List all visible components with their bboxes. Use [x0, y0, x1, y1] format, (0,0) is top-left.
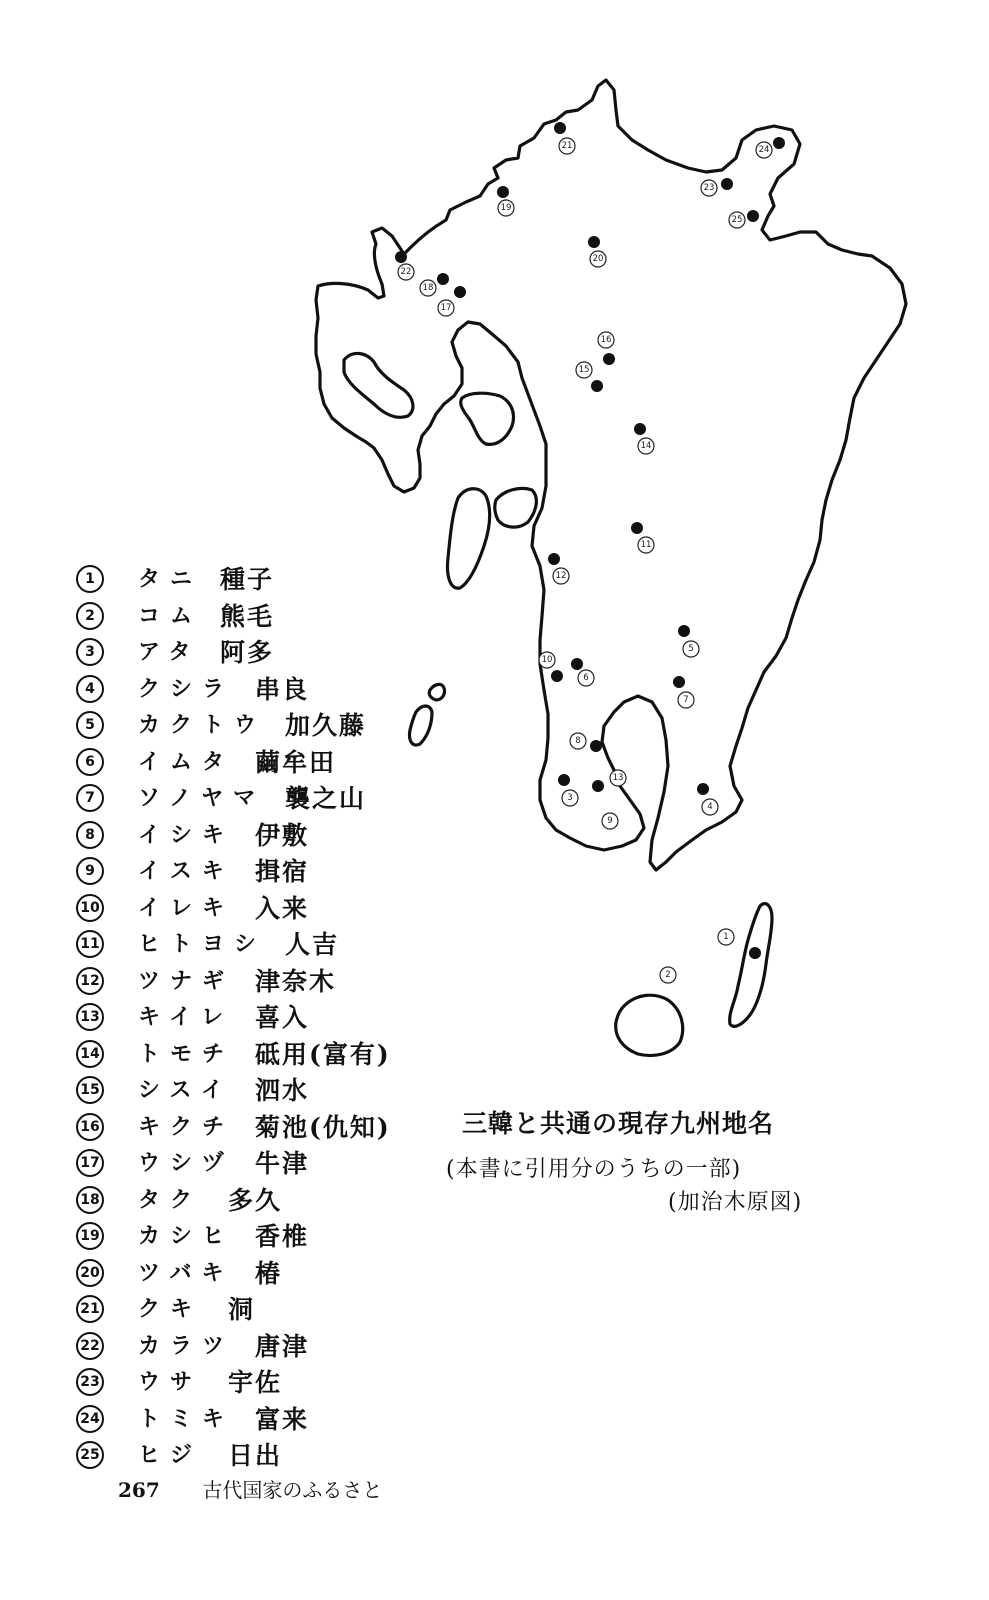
legend-placename: 富来: [255, 1404, 310, 1434]
place-number-8: 8: [575, 736, 581, 746]
legend-placename: 揖宿: [255, 857, 310, 886]
legend-placename: 種子: [220, 565, 275, 594]
legend-number: 24: [76, 1405, 104, 1433]
legend-number: 22: [76, 1332, 104, 1360]
kyushu-coastline: [316, 80, 906, 870]
place-number-21: 21: [561, 141, 573, 151]
place-dot-12: [548, 553, 560, 565]
place-markers: [395, 122, 785, 983]
place-number-7: 7: [683, 695, 689, 705]
legend-number: 25: [76, 1441, 104, 1469]
place-number-13: 13: [612, 773, 624, 783]
legend-number: 13: [76, 1003, 104, 1031]
legend-placename: 砥用(富有): [255, 1039, 391, 1069]
legend-number: 6: [76, 748, 104, 776]
legend-placename: 繭牟田: [255, 747, 337, 777]
legend-placename: 菊池(仇知): [255, 1112, 391, 1142]
legend-number: 4: [76, 675, 104, 703]
legend-number: 8: [76, 821, 104, 849]
legend-placename: 唐津: [255, 1331, 310, 1361]
legend-number: 5: [76, 711, 104, 739]
place-number-5: 5: [688, 644, 694, 654]
legend-number: 21: [76, 1295, 104, 1323]
place-number-2: 2: [665, 970, 671, 980]
inner-bay-outline: [461, 393, 514, 444]
legend-number: 15: [76, 1076, 104, 1104]
place-dot-14: [634, 423, 646, 435]
place-number-1: 1: [723, 932, 729, 942]
place-dot-15: [591, 380, 603, 392]
place-number-3: 3: [567, 793, 573, 803]
legend-reading: カクトウ: [138, 712, 267, 738]
legend-placename: 宇佐: [228, 1368, 283, 1397]
legend-placename: 阿多: [220, 638, 275, 667]
legend-reading: クシラ: [138, 675, 235, 702]
legend-placename: 喜入: [255, 1003, 310, 1032]
legend-placename: 香椎: [255, 1222, 310, 1251]
place-number-12: 12: [555, 571, 567, 581]
legend-number: 12: [76, 967, 104, 995]
place-number-25: 25: [731, 215, 743, 225]
place-dot-21: [554, 122, 566, 134]
legend-reading: イシキ: [138, 821, 235, 848]
tanegashima-island: [730, 904, 772, 1027]
place-number-14: 14: [640, 441, 652, 451]
place-dot-25: [747, 210, 759, 222]
legend-placename: 熊毛: [220, 601, 275, 631]
kyushu-map: [300, 70, 940, 1080]
place-number-19: 19: [500, 203, 512, 213]
legend-reading: イムタ: [138, 748, 235, 775]
legend-reading: イスキ: [138, 858, 234, 884]
place-dot-16: [603, 353, 615, 365]
place-dot-8: [590, 740, 602, 752]
place-number-6: 6: [583, 673, 589, 683]
legend-number: 20: [76, 1259, 104, 1287]
legend-placename: 人吉: [285, 930, 340, 959]
legend-number: 7: [76, 784, 104, 812]
place-dot-13: [592, 780, 604, 792]
legend-number: 11: [76, 930, 104, 958]
map-subtitle: (本書に引用分のうちの一部): [446, 1157, 742, 1182]
small-island: [495, 488, 537, 527]
place-dot-5: [678, 625, 690, 637]
place-dot-11: [631, 522, 643, 534]
legend-placename: 日出: [228, 1441, 283, 1470]
legend-reading: アタ: [138, 639, 201, 665]
legend-reading: トモチ: [138, 1040, 235, 1067]
page-footer: [118, 1474, 382, 1503]
yakushima-island: [616, 995, 683, 1055]
place-number-10: 10: [541, 655, 553, 665]
legend-placename: 加久藤: [285, 711, 367, 740]
legend-reading: カラツ: [138, 1332, 235, 1359]
map-credit: (加治木原図): [668, 1190, 803, 1215]
legend-reading: ヒジ: [138, 1442, 203, 1468]
place-dot-1: [749, 947, 761, 959]
legend-reading: ウサ: [138, 1369, 203, 1395]
legend-reading: コム: [138, 602, 203, 629]
place-number-11: 11: [640, 540, 652, 550]
place-dot-6: [571, 658, 583, 670]
place-number-22: 22: [400, 267, 412, 277]
legend-reading: ウシヅ: [138, 1150, 235, 1176]
legend-reading: タク: [138, 1186, 203, 1213]
legend-number: 18: [76, 1186, 104, 1214]
legend-placename: 串良: [255, 674, 310, 704]
legend-placename: 津奈木: [255, 966, 337, 996]
place-number-16: 16: [600, 335, 612, 345]
place-number-17: 17: [440, 303, 452, 313]
place-dot-3: [558, 774, 570, 786]
legend-reading: クキ: [138, 1296, 203, 1322]
amakusa-island: [448, 489, 490, 588]
legend-placename: 襲之山: [285, 784, 367, 813]
place-number-4: 4: [707, 802, 713, 812]
place-number-24: 24: [758, 145, 770, 155]
place-dot-19: [497, 186, 509, 198]
place-number-23: 23: [703, 183, 715, 193]
place-dot-24: [773, 137, 785, 149]
place-dot-7: [673, 676, 685, 688]
place-number-9: 9: [607, 816, 613, 826]
place-number-15: 15: [578, 365, 590, 375]
legend-number: 3: [76, 638, 104, 666]
koshiki-island: [409, 706, 432, 745]
legend-reading: ツナギ: [138, 967, 235, 994]
legend-placename: 牛津: [255, 1149, 310, 1178]
legend-reading: ソノヤマ: [138, 785, 266, 811]
place-number-20: 20: [592, 254, 604, 264]
legend-reading: タニ: [138, 566, 203, 592]
legend-placename: 椿: [255, 1258, 283, 1288]
koshiki-islet: [429, 684, 444, 700]
peninsula-inner-outline: [344, 353, 413, 417]
legend-placename: 洞: [228, 1295, 256, 1324]
legend-number: 10: [76, 894, 104, 922]
place-dot-23: [721, 178, 733, 190]
place-dot-18: [437, 273, 449, 285]
place-dot-20: [588, 236, 600, 248]
legend-number: 14: [76, 1040, 104, 1068]
place-dot-22: [395, 251, 407, 263]
legend-number: 2: [76, 602, 104, 630]
legend-reading: キクチ: [138, 1113, 235, 1140]
legend-number: 1: [76, 565, 104, 593]
legend-number: 23: [76, 1368, 104, 1396]
legend-reading: キイレ: [138, 1004, 234, 1030]
legend-number: 17: [76, 1149, 104, 1177]
legend-placename: 伊敷: [255, 820, 310, 850]
legend-reading: トミキ: [138, 1405, 235, 1432]
legend-number: 16: [76, 1113, 104, 1141]
legend-placename: 多久: [228, 1185, 283, 1215]
legend-reading: イレキ: [138, 894, 235, 921]
place-number-18: 18: [422, 283, 434, 293]
legend-placename: 泗水: [255, 1076, 310, 1105]
legend-reading: ツバキ: [138, 1259, 234, 1286]
legend-reading: カシヒ: [138, 1223, 235, 1249]
legend-number: 19: [76, 1222, 104, 1250]
place-dot-4: [697, 783, 709, 795]
running-title: 古代国家のふるさと: [202, 1478, 383, 1502]
legend-reading: シスイ: [138, 1077, 233, 1103]
place-dot-10: [551, 670, 563, 682]
legend-reading: ヒトヨシ: [138, 931, 267, 957]
map-title: 三韓と共通の現存九州地名: [462, 1109, 775, 1138]
page-number: 267: [118, 1478, 160, 1502]
place-dot-17: [454, 286, 466, 298]
legend-number: 9: [76, 857, 104, 885]
legend-placename: 入来: [255, 893, 310, 923]
